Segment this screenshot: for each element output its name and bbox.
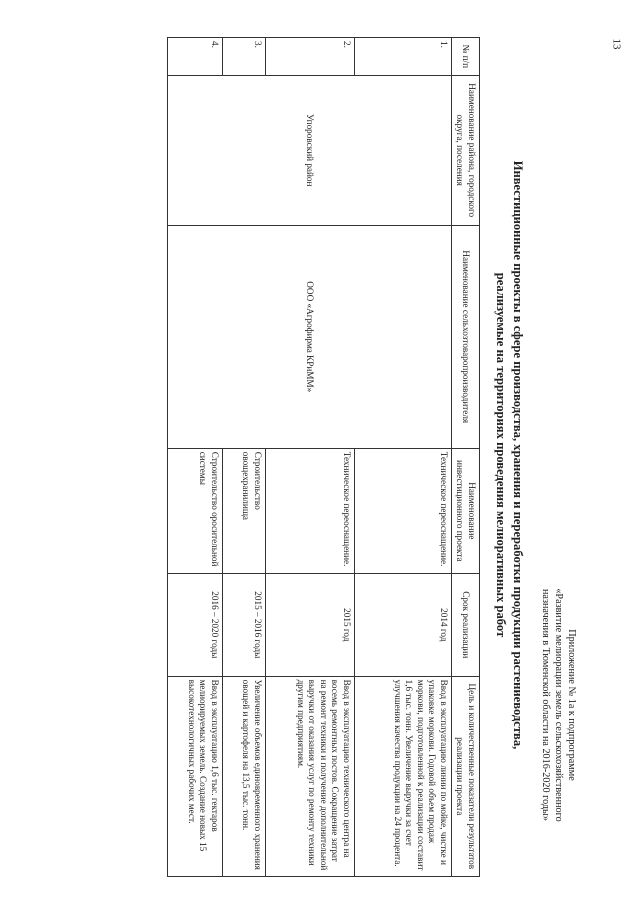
term-cell: 2015 – 2016 годы: [223, 573, 266, 676]
row-num: 2.: [266, 38, 355, 76]
goal-cell: Ввод в эксплуатацию технического центра на восемь ремонтных постов. Сокращение затрат на ремонт техники и получение дополнительной выручки от оказания услуг по ремонту техники другим предприятиям.: [266, 676, 355, 876]
appendix-line-3: назначения в Тюменской области на 2016-2020 годы»: [540, 588, 551, 822]
producer-cell: ООО «Агрофирма КРиММ»: [168, 225, 452, 448]
table-row: [355, 38, 452, 877]
project-cell: Строительство овощехранилища: [223, 448, 266, 573]
term-cell: 2015 год: [266, 573, 355, 676]
row-num: 3.: [223, 38, 266, 76]
header-goal: Цель и количественные показатели результатов реализации проекта: [452, 676, 480, 876]
table-header-row: [452, 38, 480, 877]
term-cell: 2014 год: [355, 573, 452, 676]
project-cell: Строительство оросительной системы: [168, 448, 223, 573]
term-cell: 2016 – 2020 годы: [168, 573, 223, 676]
goal-cell: Ввод в эксплуатацию линии по мойке, чистке и упаковке моркови. Годовой объем продаж моркови, подготовленной к реализации составит 1,6 тыс. тонн. Увеличение выручки за счет улучшения качества продукции на 24 процента.: [355, 676, 452, 876]
page-number: 13: [610, 38, 623, 50]
goal-cell: Ввод в эксплуатацию 1,6 тыс. гектаров мелиорируемых земель. Создание новых 15 высокотехнологичных рабочих мест.: [168, 676, 223, 876]
appendix-line-1: Приложение № 1а к подпрограмме: [566, 629, 577, 781]
row-num: 1.: [355, 38, 452, 76]
document-title: [492, 25, 526, 885]
project-cell: Техническое переоснащение.: [355, 448, 452, 573]
projects-table: [167, 37, 480, 877]
row-num: 4.: [168, 38, 223, 76]
appendix-line-2: «Развитие мелиорации земель сельскохозяйственного: [553, 588, 564, 822]
header-district: Наименование района, городского округа, поселения: [452, 75, 480, 225]
appendix-header: [539, 535, 578, 875]
header-num: № п/п: [452, 38, 480, 76]
goal-cell: Увеличение объемов единовременного хранения овощей и картофеля на 13,5 тыс. тонн.: [223, 676, 266, 876]
header-term: Срок реализации: [452, 573, 480, 676]
project-cell: Техническое переоснащение.: [266, 448, 355, 573]
title-line-2: реализуемые на территориях проведения мелиоративных работ: [494, 272, 508, 638]
district-cell: Упоровский район: [168, 75, 452, 225]
header-producer: Наименование сельхозтоваропроизводителя: [452, 225, 480, 448]
rotated-page-content: [108, 25, 578, 885]
header-project: Наименование инвестиционного проекта: [452, 448, 480, 573]
title-line-1: Инвестиционные проекты в сфере производства, хранения и переработки продукции растениеводства,: [511, 160, 525, 750]
